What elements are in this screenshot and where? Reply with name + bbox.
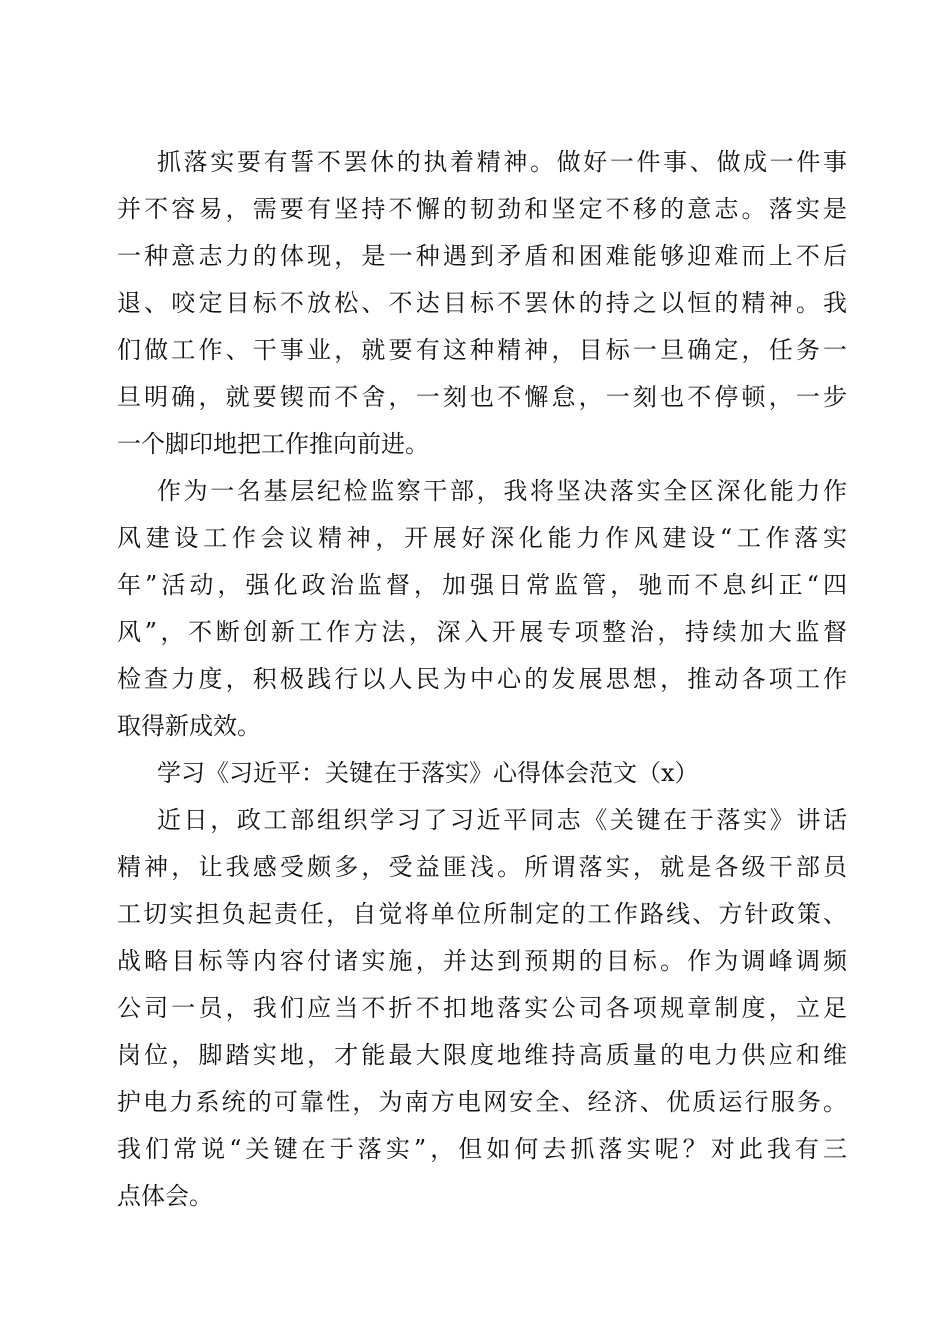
paragraph-line: 风建设工作会议精神，开展好深化能力作风建设“工作落实 <box>117 524 847 552</box>
paragraph-line: 们做工作、干事业，就要有这种精神，目标一旦确定，任务一 <box>117 336 847 364</box>
paragraph-line: 工切实担负起责任，自觉将单位所制定的工作路线、方针政策、 <box>117 900 847 928</box>
paragraph-perseverance <box>117 139 847 468</box>
paragraph-line: 抓落实要有誓不罢休的执着精神。做好一件事、做成一件事 <box>157 148 847 176</box>
document-body <box>117 139 847 1220</box>
paragraph-line: 作为一名基层纪检监察干部，我将坚决落实全区深化能力作 <box>157 477 847 505</box>
paragraph-study-reflection <box>117 797 847 1220</box>
paragraph-line: 我们常说“关键在于落实”，但如何去抓落实呢？对此我有三 <box>117 1135 847 1163</box>
paragraph-line: 旦明确，就要锲而不舍，一刻也不懈怠，一刻也不停顿，一步 <box>117 383 847 411</box>
paragraph-line: 一个脚印地把工作推向前进。 <box>117 430 429 458</box>
section-title: 学习《习近平：关键在于落实》心得体会范文（x） <box>157 759 699 787</box>
paragraph-line: 一种意志力的体现，是一种遇到矛盾和困难能够迎难而上不后 <box>117 242 847 270</box>
paragraph-line: 护电力系统的可靠性，为南方电网安全、经济、优质运行服务。 <box>117 1088 847 1116</box>
paragraph-line: 检查力度，积极践行以人民为中心的发展思想，推动各项工作 <box>117 665 847 693</box>
paragraph-line: 近日，政工部组织学习了习近平同志《关键在于落实》讲话 <box>157 806 847 834</box>
paragraph-line: 取得新成效。 <box>117 712 261 740</box>
paragraph-line: 退、咬定目标不放松、不达目标不罢休的持之以恒的精神。我 <box>117 289 847 317</box>
paragraph-line: 风”，不断创新工作方法，深入开展专项整治，持续加大监督 <box>117 618 847 646</box>
paragraph-line: 精神，让我感受颇多，受益匪浅。所谓落实，就是各级干部员 <box>117 853 847 881</box>
paragraph-line: 并不容易，需要有坚持不懈的韧劲和坚定不移的意志。落实是 <box>117 195 847 223</box>
paragraph-line: 岗位，脚踏实地，才能最大限度地维持高质量的电力供应和维 <box>117 1041 847 1069</box>
paragraph-line: 公司一员，我们应当不折不扣地落实公司各项规章制度，立足 <box>117 994 847 1022</box>
paragraph-line: 年”活动，强化政治监督，加强日常监管，驰而不息纠正“四 <box>117 571 847 599</box>
paragraph-line: 点体会。 <box>117 1182 213 1210</box>
paragraph-line: 战略目标等内容付诸实施，并达到预期的目标。作为调峰调频 <box>117 947 847 975</box>
paragraph-commitment <box>117 468 847 750</box>
section-heading <box>117 750 847 797</box>
